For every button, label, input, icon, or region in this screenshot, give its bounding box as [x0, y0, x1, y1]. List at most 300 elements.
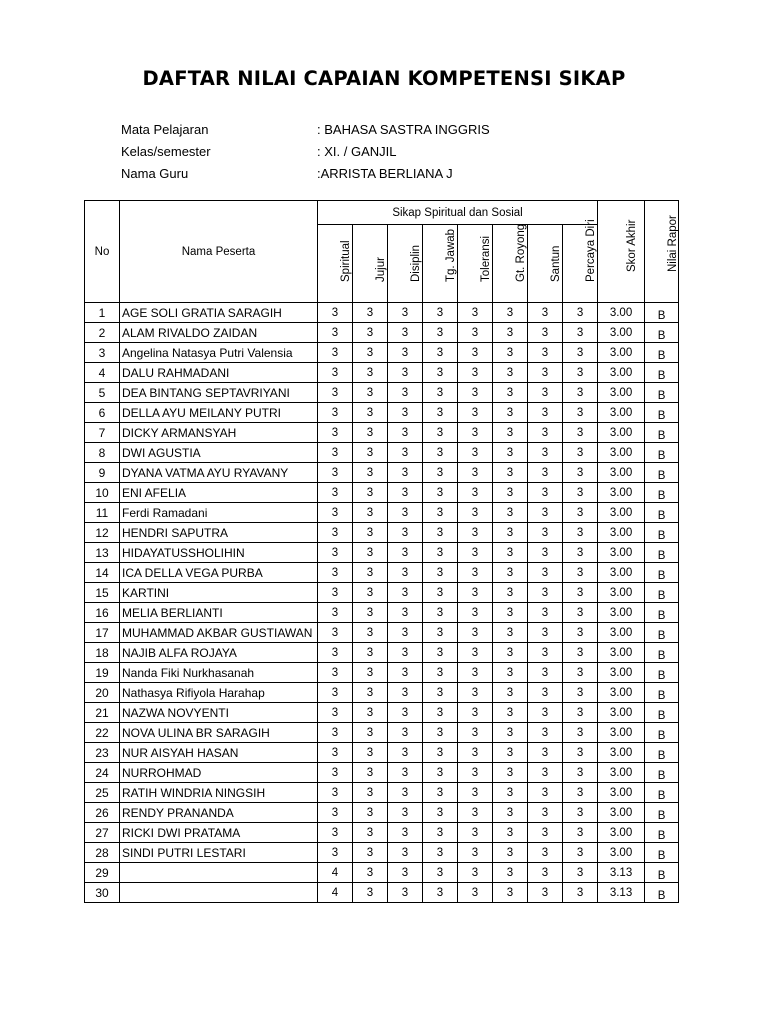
header-attitude-percaya-diri: Percaya Diri — [585, 219, 598, 282]
student-name: MELIA BERLIANTI — [120, 603, 318, 623]
attitude-score: 3 — [493, 843, 528, 863]
row-number: 25 — [85, 783, 120, 803]
attitude-score: 3 — [318, 723, 353, 743]
row-number: 5 — [85, 383, 120, 403]
meta-class-label: Kelas/semester — [121, 144, 211, 159]
student-name: HENDRI SAPUTRA — [120, 523, 318, 543]
attitude-score: 3 — [388, 603, 423, 623]
attitude-score: 3 — [563, 303, 598, 323]
report-grade: B — [645, 783, 679, 803]
attitude-score: 3 — [423, 783, 458, 803]
report-grade: B — [645, 603, 679, 623]
attitude-score: 3 — [493, 683, 528, 703]
attitude-score: 3 — [528, 623, 563, 643]
attitude-score: 3 — [528, 343, 563, 363]
row-number: 27 — [85, 823, 120, 843]
attitude-score: 3 — [423, 823, 458, 843]
table-row — [85, 503, 679, 523]
attitude-score: 3 — [388, 563, 423, 583]
header-attitude-toleransi: Toleransi — [480, 235, 492, 282]
attitude-score: 3 — [388, 503, 423, 523]
attitude-score: 3 — [423, 563, 458, 583]
row-number: 23 — [85, 743, 120, 763]
report-grade: B — [645, 623, 679, 643]
attitude-score: 3 — [353, 483, 388, 503]
student-name: DALU RAHMADANI — [120, 363, 318, 383]
report-grade: B — [645, 363, 679, 383]
attitude-score: 3 — [493, 663, 528, 683]
attitude-score: 3 — [563, 423, 598, 443]
attitude-score: 3 — [353, 603, 388, 623]
attitude-score: 3 — [528, 863, 563, 883]
final-score: 3.00 — [598, 743, 645, 763]
final-score: 3.00 — [598, 683, 645, 703]
attitude-score: 3 — [318, 683, 353, 703]
table-row — [85, 663, 679, 683]
report-grade: B — [645, 703, 679, 723]
attitude-score: 3 — [318, 783, 353, 803]
meta-subject-row — [121, 119, 490, 141]
table-row — [85, 423, 679, 443]
table-row — [85, 763, 679, 783]
attitude-score: 3 — [353, 303, 388, 323]
attitude-score: 3 — [493, 643, 528, 663]
table-row — [85, 583, 679, 603]
report-grade: B — [645, 343, 679, 363]
attitude-score: 3 — [423, 643, 458, 663]
attitude-score: 3 — [458, 603, 493, 623]
table-row — [85, 523, 679, 543]
final-score: 3.00 — [598, 543, 645, 563]
attitude-score: 3 — [353, 683, 388, 703]
final-score: 3.00 — [598, 623, 645, 643]
attitude-score: 3 — [458, 863, 493, 883]
table-row — [85, 783, 679, 803]
meta-subject-value: : BAHASA SASTRA INGGRIS — [317, 122, 490, 137]
attitude-score: 3 — [388, 703, 423, 723]
attitude-score: 3 — [458, 783, 493, 803]
final-score: 3.00 — [598, 443, 645, 463]
row-number: 15 — [85, 583, 120, 603]
header-attitude-cell — [563, 219, 598, 303]
attitude-score: 3 — [353, 763, 388, 783]
row-number: 10 — [85, 483, 120, 503]
attitude-score: 3 — [528, 823, 563, 843]
attitude-score: 4 — [318, 883, 353, 903]
student-name: NUR AISYAH HASAN — [120, 743, 318, 763]
attitude-score: 3 — [458, 643, 493, 663]
report-grade: B — [645, 723, 679, 743]
attitude-score: 3 — [563, 683, 598, 703]
attitude-score: 3 — [528, 503, 563, 523]
attitude-score: 3 — [563, 523, 598, 543]
header-skor: Skor Akhir — [626, 219, 639, 272]
attitude-score: 3 — [528, 743, 563, 763]
row-number: 3 — [85, 343, 120, 363]
table-row — [85, 623, 679, 643]
attitude-score: 3 — [388, 423, 423, 443]
attitude-score: 3 — [318, 743, 353, 763]
attitude-score: 3 — [388, 783, 423, 803]
meta-teacher-label: Nama Guru — [121, 166, 189, 181]
final-score: 3.00 — [598, 483, 645, 503]
student-name: Ferdi Ramadani — [120, 503, 318, 523]
attitude-score: 3 — [388, 403, 423, 423]
attitude-score: 3 — [563, 763, 598, 783]
document-meta — [121, 119, 490, 185]
attitude-score: 3 — [423, 443, 458, 463]
final-score: 3.00 — [598, 723, 645, 743]
attitude-score: 3 — [563, 343, 598, 363]
attitude-score: 3 — [528, 563, 563, 583]
student-name — [120, 883, 318, 903]
attitude-score: 3 — [528, 443, 563, 463]
final-score: 3.00 — [598, 423, 645, 443]
attitude-score: 3 — [423, 623, 458, 643]
row-number: 19 — [85, 663, 120, 683]
attitude-score: 3 — [423, 683, 458, 703]
attitude-score: 3 — [563, 583, 598, 603]
attitude-score: 3 — [458, 363, 493, 383]
attitude-score: 3 — [563, 323, 598, 343]
attitude-score: 3 — [318, 343, 353, 363]
table-row — [85, 723, 679, 743]
attitude-score: 3 — [388, 863, 423, 883]
attitude-score: 3 — [388, 343, 423, 363]
attitude-score: 3 — [493, 703, 528, 723]
attitude-score: 3 — [528, 383, 563, 403]
attitude-score: 3 — [353, 423, 388, 443]
student-name: NOVA ULINA BR SARAGIH — [120, 723, 318, 743]
attitude-score: 3 — [563, 483, 598, 503]
attitude-score: 3 — [458, 543, 493, 563]
attitude-score: 3 — [493, 763, 528, 783]
final-score: 3.13 — [598, 883, 645, 903]
attitude-score: 3 — [353, 623, 388, 643]
report-grade: B — [645, 763, 679, 783]
attitude-score: 3 — [353, 523, 388, 543]
row-number: 1 — [85, 303, 120, 323]
attitude-score: 3 — [528, 403, 563, 423]
attitude-score: 3 — [318, 423, 353, 443]
attitude-score: 3 — [563, 663, 598, 683]
attitude-score: 3 — [493, 403, 528, 423]
student-name: NAZWA NOVYENTI — [120, 703, 318, 723]
attitude-score: 3 — [563, 503, 598, 523]
attitude-score: 3 — [423, 303, 458, 323]
attitude-score: 3 — [423, 863, 458, 883]
attitude-score: 3 — [388, 743, 423, 763]
attitude-score: 3 — [388, 323, 423, 343]
attitude-score: 3 — [423, 743, 458, 763]
table-row — [85, 483, 679, 503]
student-name: DEA BINTANG SEPTAVRIYANI — [120, 383, 318, 403]
table-row — [85, 403, 679, 423]
attitude-score: 4 — [318, 863, 353, 883]
report-grade: B — [645, 423, 679, 443]
student-name: ENI AFELIA — [120, 483, 318, 503]
attitude-score: 3 — [388, 723, 423, 743]
final-score: 3.00 — [598, 383, 645, 403]
attitude-score: 3 — [388, 443, 423, 463]
row-number: 6 — [85, 403, 120, 423]
attitude-score: 3 — [528, 843, 563, 863]
row-number: 17 — [85, 623, 120, 643]
report-grade: B — [645, 843, 679, 863]
attitude-score: 3 — [528, 463, 563, 483]
table-body — [85, 303, 679, 903]
final-score: 3.00 — [598, 303, 645, 323]
attitude-score: 3 — [528, 663, 563, 683]
final-score: 3.00 — [598, 643, 645, 663]
attitude-score: 3 — [493, 803, 528, 823]
report-grade: B — [645, 443, 679, 463]
table-row — [85, 543, 679, 563]
attitude-score: 3 — [388, 363, 423, 383]
header-attitude-jujur: Jujur — [375, 257, 387, 282]
attitude-score: 3 — [353, 363, 388, 383]
report-grade: B — [645, 303, 679, 323]
row-number: 20 — [85, 683, 120, 703]
attitude-score: 3 — [423, 663, 458, 683]
attitude-score: 3 — [563, 803, 598, 823]
final-score: 3.00 — [598, 763, 645, 783]
header-attitude-group: Sikap Spiritual dan Sosial — [318, 201, 598, 225]
attitude-score: 3 — [318, 383, 353, 403]
header-attitude-cell — [458, 225, 493, 303]
attitude-score: 3 — [493, 583, 528, 603]
report-grade: B — [645, 743, 679, 763]
attitude-score: 3 — [353, 323, 388, 343]
attitude-score: 3 — [493, 303, 528, 323]
attitude-score: 3 — [423, 423, 458, 443]
meta-teacher-value: :ARRISTA BERLIANA J — [317, 166, 453, 181]
final-score: 3.00 — [598, 843, 645, 863]
attitude-score: 3 — [563, 823, 598, 843]
header-attitude-santun: Santun — [550, 245, 562, 282]
attitude-score: 3 — [318, 803, 353, 823]
attitude-score: 3 — [353, 863, 388, 883]
attitude-score: 3 — [458, 563, 493, 583]
final-score: 3.00 — [598, 503, 645, 523]
attitude-score: 3 — [423, 463, 458, 483]
attitude-score: 3 — [318, 763, 353, 783]
attitude-score: 3 — [318, 523, 353, 543]
final-score: 3.00 — [598, 463, 645, 483]
attitude-score: 3 — [563, 883, 598, 903]
final-score: 3.00 — [598, 803, 645, 823]
attitude-score: 3 — [528, 883, 563, 903]
attitude-score: 3 — [458, 723, 493, 743]
header-skor-cell — [598, 201, 645, 303]
attitude-score: 3 — [388, 383, 423, 403]
row-number: 28 — [85, 843, 120, 863]
attitude-score: 3 — [493, 623, 528, 643]
student-name: DELLA AYU MEILANY PUTRI — [120, 403, 318, 423]
student-name: SINDI PUTRI LESTARI — [120, 843, 318, 863]
attitude-score: 3 — [353, 783, 388, 803]
attitude-score: 3 — [458, 483, 493, 503]
student-name: Angelina Natasya Putri Valensia — [120, 343, 318, 363]
header-name: Nama Peserta — [120, 201, 318, 303]
attitude-score: 3 — [353, 503, 388, 523]
attitude-score: 3 — [353, 643, 388, 663]
attitude-score: 3 — [318, 643, 353, 663]
attitude-score: 3 — [563, 703, 598, 723]
attitude-score: 3 — [493, 363, 528, 383]
row-number: 11 — [85, 503, 120, 523]
attitude-score: 3 — [423, 703, 458, 723]
attitude-score: 3 — [493, 343, 528, 363]
meta-teacher-row — [121, 163, 490, 185]
table-row — [85, 823, 679, 843]
attitude-score: 3 — [423, 843, 458, 863]
attitude-score: 3 — [353, 583, 388, 603]
report-grade: B — [645, 863, 679, 883]
attitude-score: 3 — [388, 883, 423, 903]
table-row — [85, 563, 679, 583]
attitude-score: 3 — [458, 423, 493, 443]
table-row — [85, 643, 679, 663]
final-score: 3.00 — [598, 403, 645, 423]
attitude-score: 3 — [528, 363, 563, 383]
document-title: DAFTAR NILAI CAPAIAN KOMPETENSI SIKAP — [142, 67, 626, 90]
table-row — [85, 363, 679, 383]
final-score: 3.00 — [598, 703, 645, 723]
header-attitude-cell — [528, 225, 563, 303]
attitude-score: 3 — [493, 743, 528, 763]
student-name: DICKY ARMANSYAH — [120, 423, 318, 443]
attitude-score: 3 — [353, 743, 388, 763]
attitude-score: 3 — [528, 643, 563, 663]
attitude-score: 3 — [423, 803, 458, 823]
attitude-score: 3 — [458, 383, 493, 403]
attitude-score: 3 — [528, 603, 563, 623]
attitude-score: 3 — [458, 843, 493, 863]
attitude-score: 3 — [423, 763, 458, 783]
attitude-score: 3 — [388, 483, 423, 503]
attitude-score: 3 — [493, 503, 528, 523]
attitude-score: 3 — [458, 303, 493, 323]
header-attitude-cell — [493, 225, 528, 303]
student-name: DYANA VATMA AYU RYAVANY — [120, 463, 318, 483]
attitude-score: 3 — [318, 543, 353, 563]
attitude-score: 3 — [493, 603, 528, 623]
attitude-score: 3 — [493, 463, 528, 483]
meta-class-value: : XI. / GANJIL — [317, 144, 397, 159]
final-score: 3.00 — [598, 343, 645, 363]
attitude-score: 3 — [388, 763, 423, 783]
attitude-score: 3 — [493, 383, 528, 403]
attitude-score: 3 — [353, 563, 388, 583]
attitude-score: 3 — [458, 443, 493, 463]
attitude-score: 3 — [388, 663, 423, 683]
student-name: NURROHMAD — [120, 763, 318, 783]
header-attitude-gt-royong: Gt. Royong — [515, 223, 527, 282]
header-rapor-cell — [645, 201, 679, 303]
meta-class-row — [121, 141, 490, 163]
attitude-score: 3 — [353, 663, 388, 683]
attitude-score: 3 — [458, 323, 493, 343]
attitude-score: 3 — [318, 703, 353, 723]
attitude-score: 3 — [318, 563, 353, 583]
attitude-score: 3 — [493, 783, 528, 803]
attitude-score: 3 — [318, 603, 353, 623]
header-rapor: Nilai Rapor — [666, 215, 679, 272]
student-name: Nathasya Rifiyola Harahap — [120, 683, 318, 703]
table-row — [85, 743, 679, 763]
row-number: 8 — [85, 443, 120, 463]
attitude-score: 3 — [528, 763, 563, 783]
attitude-score: 3 — [563, 623, 598, 643]
attitude-score: 3 — [493, 723, 528, 743]
attitude-score: 3 — [388, 843, 423, 863]
row-number: 30 — [85, 883, 120, 903]
attitude-score: 3 — [423, 503, 458, 523]
attitude-score: 3 — [353, 883, 388, 903]
attitude-score: 3 — [318, 443, 353, 463]
attitude-score: 3 — [423, 383, 458, 403]
attitude-score: 3 — [353, 723, 388, 743]
row-number: 18 — [85, 643, 120, 663]
attitude-score: 3 — [493, 823, 528, 843]
attitude-score: 3 — [563, 443, 598, 463]
table-row — [85, 703, 679, 723]
attitude-score: 3 — [563, 643, 598, 663]
table-row — [85, 303, 679, 323]
row-number: 22 — [85, 723, 120, 743]
attitude-score: 3 — [318, 363, 353, 383]
final-score: 3.00 — [598, 323, 645, 343]
attitude-score: 3 — [563, 463, 598, 483]
attitude-score: 3 — [388, 523, 423, 543]
final-score: 3.00 — [598, 523, 645, 543]
attitude-score: 3 — [318, 303, 353, 323]
attitude-score: 3 — [318, 843, 353, 863]
row-number: 16 — [85, 603, 120, 623]
table-row — [85, 463, 679, 483]
attitude-score: 3 — [528, 803, 563, 823]
report-grade: B — [645, 543, 679, 563]
attitude-score: 3 — [423, 603, 458, 623]
attitude-score: 3 — [423, 363, 458, 383]
attitude-score: 3 — [493, 523, 528, 543]
attitude-score: 3 — [458, 883, 493, 903]
table-row — [85, 843, 679, 863]
attitude-score: 3 — [458, 763, 493, 783]
header-attitude-cell — [388, 225, 423, 303]
table-row — [85, 883, 679, 903]
attitude-score: 3 — [353, 403, 388, 423]
attitude-score: 3 — [318, 483, 353, 503]
attitude-score: 3 — [458, 503, 493, 523]
attitude-score: 3 — [493, 863, 528, 883]
report-grade: B — [645, 803, 679, 823]
attitude-score: 3 — [353, 703, 388, 723]
report-grade: B — [645, 883, 679, 903]
attitude-score: 3 — [388, 583, 423, 603]
attitude-score: 3 — [458, 803, 493, 823]
attitude-score: 3 — [423, 543, 458, 563]
report-grade: B — [645, 483, 679, 503]
attitude-score: 3 — [458, 343, 493, 363]
table-row — [85, 603, 679, 623]
attitude-score: 3 — [563, 843, 598, 863]
report-grade: B — [645, 323, 679, 343]
student-name: RATIH WINDRIA NINGSIH — [120, 783, 318, 803]
attitude-score: 3 — [458, 583, 493, 603]
final-score: 3.13 — [598, 863, 645, 883]
